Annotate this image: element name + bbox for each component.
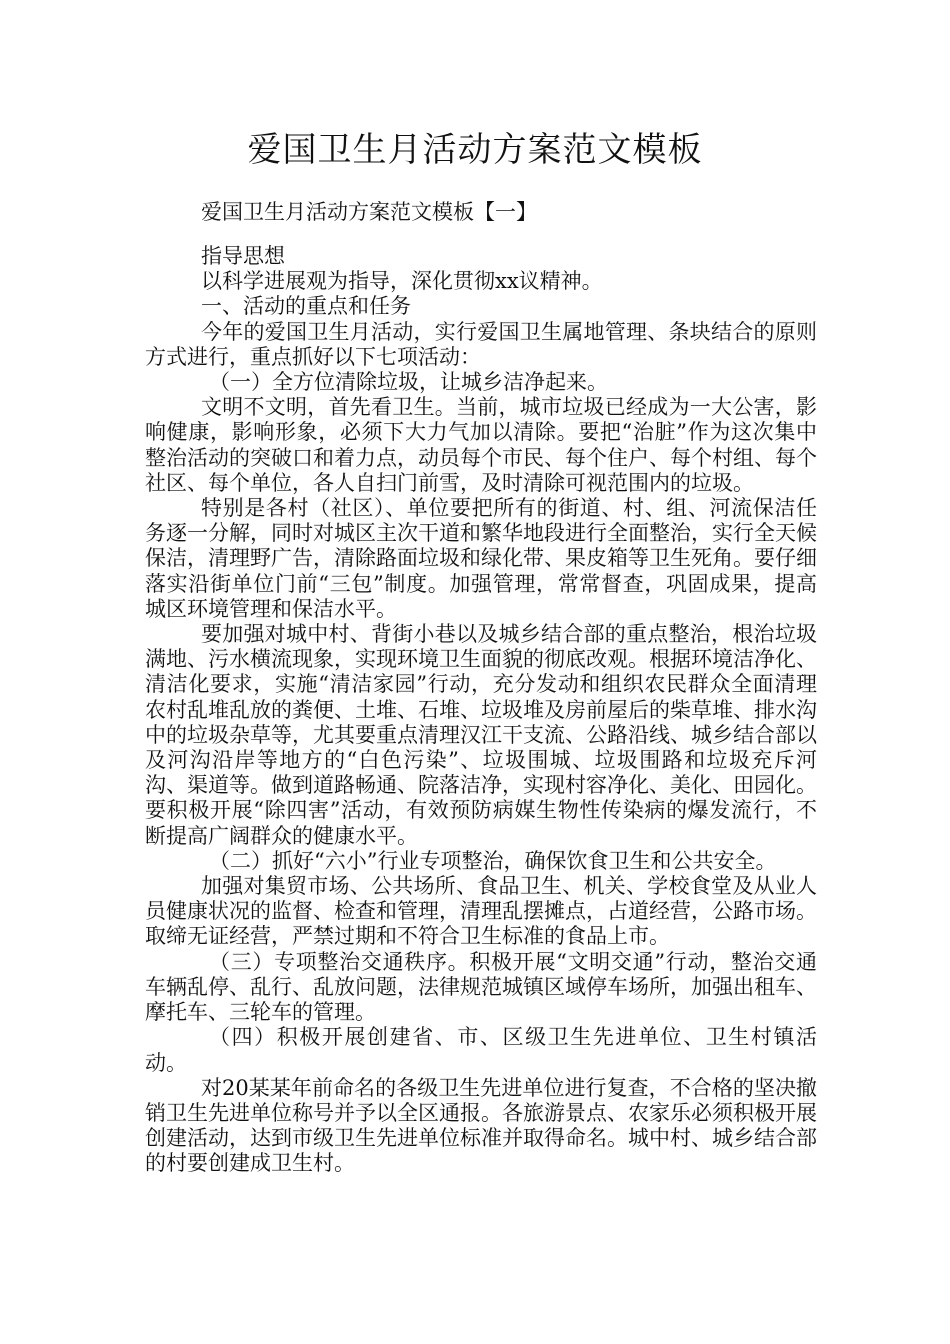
paragraph: 要加强对城中村、背街小巷以及城乡结合部的重点整治，根治垃圾满地、污水横流现象，实现环境卫生面貌的彻底改观。根据环境洁净化、清洁化要求，实施“清洁家园”行动，充分发动和组织农民群众全面清理农村乱堆乱放的粪便、土堆、石堆、垃圾堆及房前屋后的柴草堆、排水沟中的垃圾杂草等，尤其要重点清理汉江干支流、公路沿线、城乡结合部以及河沟沿岸等地方的“白色污染”、垃圾围城、垃圾围路和垃圾充斥河沟、渠道等。做到道路畅通、院落洁净，实现村容净化、美化、田园化。要积极开展“除四害”活动，有效预防病媒生物性传染病的爆发流行，不断提高广阔群众的健康水平。 bbox=[145, 622, 817, 848]
paragraph: 对20某某年前命名的各级卫生先进单位进行复查，不合格的坚决撤销卫生先进单位称号并予以全区通报。各旅游景点、农家乐必须积极开展创建活动，达到市级卫生先进单位标准并取得命名。城中村、城乡结合部的村要创建成卫生村。 bbox=[145, 1075, 817, 1176]
paragraph: 指导思想 bbox=[201, 244, 285, 268]
paragraph: （三）专项整治交通秩序。积极开展“文明交通”行动，整治交通车辆乱停、乱行、乱放问题，法律规范城镇区域停车场所，加强出租车、摩托车、三轮车的管理。 bbox=[145, 949, 817, 1025]
paragraph: 加强对集贸市场、公共场所、食品卫生、机关、学校食堂及从业人员健康状况的监督、检查和管理，清理乱摆摊点，占道经营，公路市场。取缔无证经营，严禁过期和不符合卫生标准的食品上市。 bbox=[145, 874, 817, 949]
paragraph: 今年的爱国卫生月活动，实行爱国卫生属地管理、条块结合的原则方式进行，重点抓好以下七项活动： bbox=[145, 319, 817, 369]
paragraph: 文明不文明，首先看卫生。当前，城市垃圾已经成为一大公害，影响健康，影响形象，必须下大力气加以清除。要把“治脏”作为这次集中整治活动的突破口和着力点，动员每个市民、每个住户、每个村组、每个社区、每个单位，各人自扫门前雪，及时清除可视范围内的垃圾。 bbox=[145, 395, 817, 495]
paragraph: 特别是各村（社区）、单位要把所有的街道、村、组、河流保洁任务逐一分解，同时对城区主次干道和繁华地段进行全面整治，实行全天候保洁，清理野广告，清除路面垃圾和绿化带、果皮箱等卫生死角。要仔细落实沿街单位门前“三包”制度。加强管理，常常督查，巩固成果，提高城区环境管理和保洁水平。 bbox=[145, 496, 817, 621]
document-subtitle: 爱国卫生月活动方案范文模板【一】 bbox=[201, 200, 537, 224]
paragraph: （二）抓好“六小”行业专项整治，确保饮食卫生和公共安全。 bbox=[209, 848, 777, 873]
document-body bbox=[145, 244, 817, 1177]
paragraph: 以科学进展观为指导，深化贯彻xx议精神。 bbox=[201, 269, 603, 294]
paragraph: 一、活动的重点和任务 bbox=[201, 294, 411, 319]
document-title: 爱国卫生月活动方案范文模板 bbox=[247, 130, 703, 170]
paragraph: （一）全方位清除垃圾，让城乡洁净起来。 bbox=[209, 370, 608, 395]
paragraph: （四）积极开展创建省、市、区级卫生先进单位、卫生村镇活动。 bbox=[145, 1025, 817, 1075]
